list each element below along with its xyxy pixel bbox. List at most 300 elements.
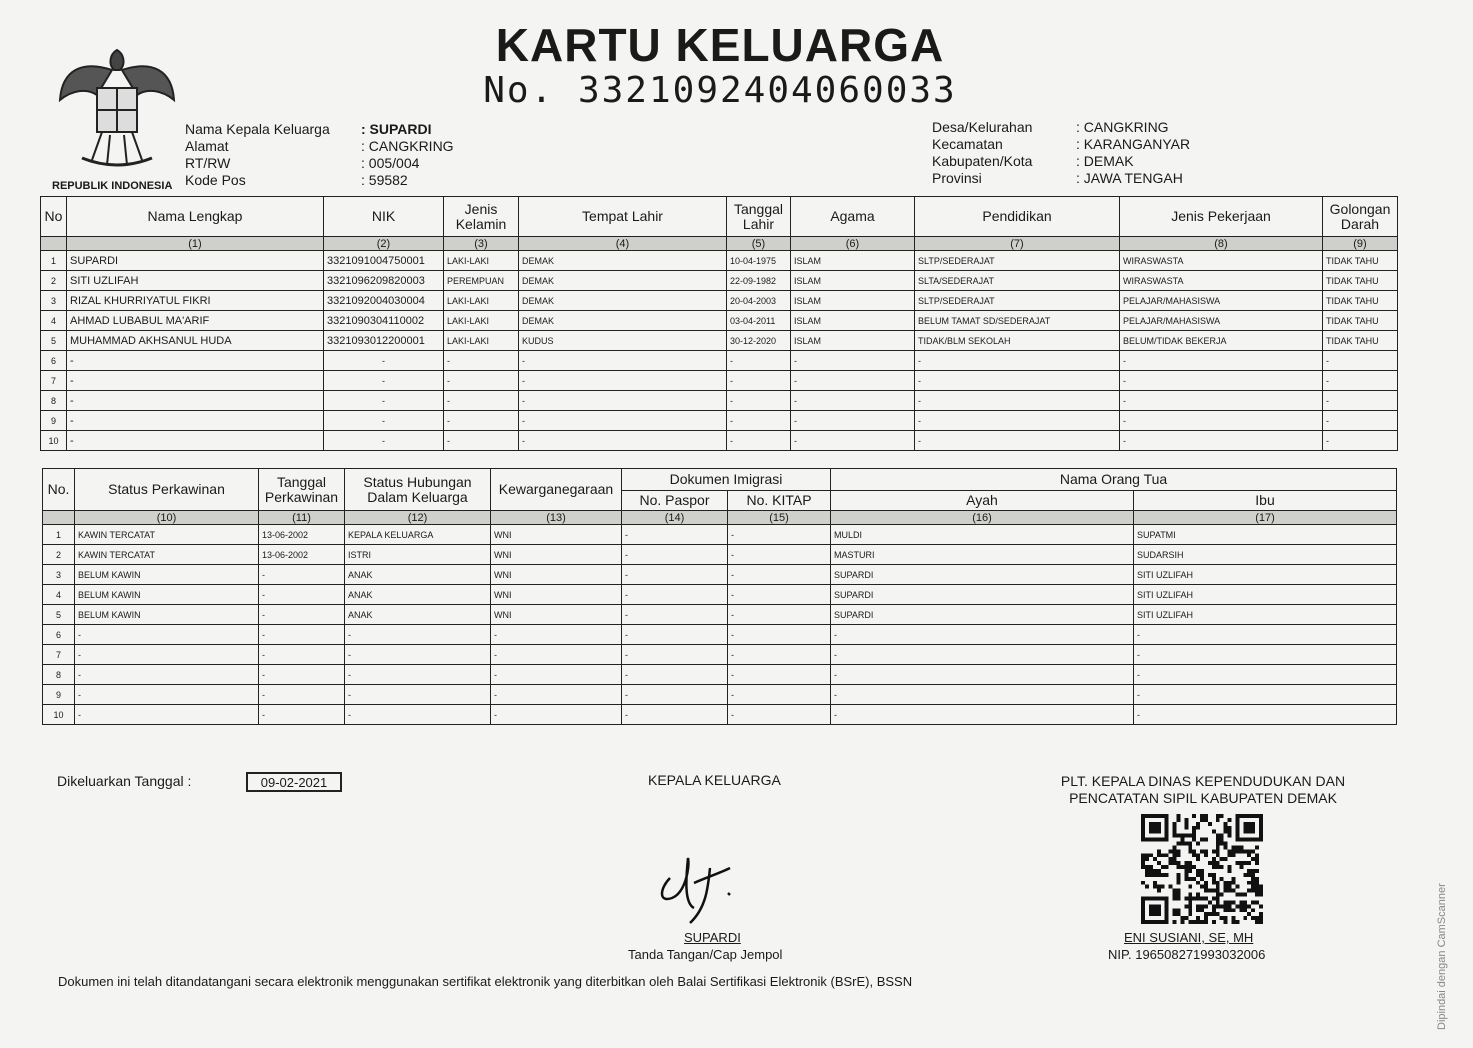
table-cell: - bbox=[67, 411, 324, 431]
table-row bbox=[43, 605, 1397, 625]
table-cell: 9 bbox=[43, 685, 75, 705]
table-cell: WNI bbox=[491, 565, 622, 585]
table-row bbox=[43, 705, 1397, 725]
header-label: Kecamatan bbox=[932, 136, 1003, 152]
table-cell: - bbox=[259, 705, 345, 725]
header-label: Desa/Kelurahan bbox=[932, 119, 1033, 135]
table-cell: 3321090304110002 bbox=[324, 311, 444, 331]
table-cell: - bbox=[67, 371, 324, 391]
header-value: : JAWA TENGAH bbox=[1076, 170, 1183, 186]
table-cell: - bbox=[75, 685, 259, 705]
table-cell: TIDAK TAHU bbox=[1323, 291, 1398, 311]
header-row bbox=[932, 153, 1190, 170]
table-cell: 7 bbox=[41, 371, 67, 391]
signature-caption: Tanda Tangan/Cap Jempol bbox=[628, 947, 783, 962]
table-cell: BELUM KAWIN bbox=[75, 605, 259, 625]
table-cell: RIZAL KHURRIYATUL FIKRI bbox=[67, 291, 324, 311]
header-paspor: No. Paspor bbox=[622, 491, 728, 511]
header-value: : 59582 bbox=[361, 172, 408, 188]
table-cell: - bbox=[1323, 391, 1398, 411]
table-number-row bbox=[41, 237, 1398, 251]
header-left bbox=[185, 121, 454, 189]
table-cell: BELUM KAWIN bbox=[75, 585, 259, 605]
column-number: (4) bbox=[519, 237, 727, 251]
document-title: KARTU KELUARGA bbox=[495, 19, 945, 71]
table-cell: LAKI-LAKI bbox=[444, 331, 519, 351]
table-cell: WNI bbox=[491, 525, 622, 545]
table-cell: - bbox=[75, 625, 259, 645]
table-header-row bbox=[43, 469, 1397, 491]
table-number-row bbox=[43, 511, 1397, 525]
table-cell: SLTP/SEDERAJAT bbox=[915, 291, 1120, 311]
table-cell: - bbox=[727, 391, 791, 411]
table-cell: - bbox=[519, 351, 727, 371]
table-cell: - bbox=[728, 645, 831, 665]
table-cell: - bbox=[831, 625, 1134, 645]
table-cell: 22-09-1982 bbox=[727, 271, 791, 291]
table-cell: - bbox=[1120, 371, 1323, 391]
table-cell: - bbox=[519, 431, 727, 451]
table-cell: - bbox=[622, 545, 728, 565]
table-cell: PELAJAR/MAHASISWA bbox=[1120, 291, 1323, 311]
table-cell: 20-04-2003 bbox=[727, 291, 791, 311]
table-cell: - bbox=[1120, 411, 1323, 431]
table-cell: - bbox=[622, 565, 728, 585]
table-cell: 1 bbox=[41, 251, 67, 271]
table-cell: 10-04-1975 bbox=[727, 251, 791, 271]
table-cell: 2 bbox=[43, 545, 75, 565]
column-number: (7) bbox=[915, 237, 1120, 251]
table-cell: - bbox=[915, 351, 1120, 371]
table-cell: DEMAK bbox=[519, 271, 727, 291]
table-cell: - bbox=[1120, 391, 1323, 411]
table-cell: 3321093012200001 bbox=[324, 331, 444, 351]
table-cell: - bbox=[345, 645, 491, 665]
table-cell: 3321092004030004 bbox=[324, 291, 444, 311]
table-cell: - bbox=[727, 351, 791, 371]
table-cell: - bbox=[915, 411, 1120, 431]
header-value: : KARANGANYAR bbox=[1076, 136, 1191, 152]
table-cell: TIDAK/BLM SEKOLAH bbox=[915, 331, 1120, 351]
table-cell: MASTURI bbox=[831, 545, 1134, 565]
table-row bbox=[43, 525, 1397, 545]
table-row bbox=[41, 251, 1398, 271]
table-cell: 30-12-2020 bbox=[727, 331, 791, 351]
column-number: (3) bbox=[444, 237, 519, 251]
table-cell: - bbox=[1323, 411, 1398, 431]
table-cell: 9 bbox=[41, 411, 67, 431]
table-cell: 8 bbox=[43, 665, 75, 685]
table-cell: 13-06-2002 bbox=[259, 545, 345, 565]
table-cell: - bbox=[491, 625, 622, 645]
header-value: : CANGKRING bbox=[361, 138, 454, 154]
table-cell: 3321096209820003 bbox=[324, 271, 444, 291]
garuda-emblem-icon bbox=[52, 40, 182, 180]
table-cell: - bbox=[67, 391, 324, 411]
column-number: (12) bbox=[345, 511, 491, 525]
table-cell: - bbox=[831, 685, 1134, 705]
table-row bbox=[41, 351, 1398, 371]
table-row bbox=[43, 645, 1397, 665]
header-label: Alamat bbox=[185, 138, 229, 154]
column-number bbox=[43, 511, 75, 525]
table-cell: - bbox=[324, 351, 444, 371]
table-header-row bbox=[41, 197, 1398, 237]
table-cell: ISTRI bbox=[345, 545, 491, 565]
table-cell: - bbox=[728, 625, 831, 645]
header-label: Kabupaten/Kota bbox=[932, 153, 1033, 169]
table-cell: - bbox=[491, 645, 622, 665]
header-value: : SUPARDI bbox=[361, 121, 432, 137]
header-value: : 005/004 bbox=[361, 155, 420, 171]
table-cell: - bbox=[444, 391, 519, 411]
header-hubungan: Status Hubungan Dalam Keluarga bbox=[345, 469, 491, 511]
column-number: (10) bbox=[75, 511, 259, 525]
official-nip: NIP. 196508271993032006 bbox=[1108, 947, 1266, 962]
table-cell: - bbox=[622, 525, 728, 545]
table-cell: - bbox=[444, 371, 519, 391]
header-ayah: Ayah bbox=[831, 491, 1134, 511]
table-cell: - bbox=[519, 391, 727, 411]
table-row bbox=[41, 431, 1398, 451]
table-cell: - bbox=[728, 585, 831, 605]
table-cell: LAKI-LAKI bbox=[444, 291, 519, 311]
table-row bbox=[43, 625, 1397, 645]
column-number: (5) bbox=[727, 237, 791, 251]
qr-code-icon bbox=[1140, 814, 1264, 924]
table-cell: 6 bbox=[43, 625, 75, 645]
table-cell: WNI bbox=[491, 545, 622, 565]
table-cell: - bbox=[324, 371, 444, 391]
column-number: (14) bbox=[622, 511, 728, 525]
table-cell: ISLAM bbox=[791, 311, 915, 331]
header-row bbox=[932, 170, 1190, 187]
table-cell: DEMAK bbox=[519, 251, 727, 271]
table-cell: KAWIN TERCATAT bbox=[75, 525, 259, 545]
table-row bbox=[43, 545, 1397, 565]
table-cell: - bbox=[915, 431, 1120, 451]
table-cell: - bbox=[622, 705, 728, 725]
table-cell: WIRASWASTA bbox=[1120, 251, 1323, 271]
table-cell: - bbox=[491, 705, 622, 725]
table-cell: - bbox=[519, 411, 727, 431]
issued-label: Dikeluarkan Tanggal : bbox=[57, 773, 192, 789]
column-number: (8) bbox=[1120, 237, 1323, 251]
column-number: (6) bbox=[791, 237, 915, 251]
table-cell: MUHAMMAD AKHSANUL HUDA bbox=[67, 331, 324, 351]
table-cell: WNI bbox=[491, 605, 622, 625]
header-cell: NIK bbox=[324, 197, 444, 237]
table-cell: - bbox=[1323, 431, 1398, 451]
table-cell: BELUM/TIDAK BEKERJA bbox=[1120, 331, 1323, 351]
table-cell: ANAK bbox=[345, 565, 491, 585]
header-label: Nama Kepala Keluarga bbox=[185, 121, 330, 137]
table-cell: - bbox=[1120, 431, 1323, 451]
table-cell: DEMAK bbox=[519, 311, 727, 331]
column-number: (17) bbox=[1134, 511, 1397, 525]
table-cell: SITI UZLIFAH bbox=[1134, 585, 1397, 605]
table-cell: - bbox=[324, 391, 444, 411]
table-cell: - bbox=[831, 665, 1134, 685]
signature-icon bbox=[650, 848, 760, 928]
table-cell: KUDUS bbox=[519, 331, 727, 351]
table-cell: - bbox=[622, 605, 728, 625]
table-cell: SUDARSIH bbox=[1134, 545, 1397, 565]
table-cell: ISLAM bbox=[791, 251, 915, 271]
electronic-signature-note: Dokumen ini telah ditandatangani secara elektronik menggunakan sertifikat elektronik yang diterbitkan oleh Balai Sertifikasi Elektronik (BSrE), BSSN bbox=[58, 974, 913, 989]
table-cell: SLTP/SEDERAJAT bbox=[915, 251, 1120, 271]
table-cell: - bbox=[1134, 645, 1397, 665]
table-cell: 8 bbox=[41, 391, 67, 411]
family-members-table bbox=[40, 196, 1398, 451]
table-cell: SUPARDI bbox=[831, 565, 1134, 585]
table-cell: - bbox=[345, 705, 491, 725]
table-cell: - bbox=[728, 605, 831, 625]
head-of-family-name: SUPARDI bbox=[684, 930, 741, 945]
header-right bbox=[932, 119, 1190, 187]
column-number: (16) bbox=[831, 511, 1134, 525]
header-cell: Golongan Darah bbox=[1323, 197, 1398, 237]
column-number: (2) bbox=[324, 237, 444, 251]
header-value: : DEMAK bbox=[1076, 153, 1134, 169]
scanner-watermark: Dipindai dengan CamScanner bbox=[1436, 883, 1448, 1030]
header-status-kawin: Status Perkawinan bbox=[75, 469, 259, 511]
table-cell: - bbox=[345, 625, 491, 645]
header-tgl-kawin: Tanggal Perkawinan bbox=[259, 469, 345, 511]
table-row bbox=[41, 331, 1398, 351]
table-cell: - bbox=[259, 645, 345, 665]
table-cell: - bbox=[791, 351, 915, 371]
table-cell: ISLAM bbox=[791, 331, 915, 351]
header-kitap: No. KITAP bbox=[728, 491, 831, 511]
table-cell: - bbox=[444, 431, 519, 451]
table-cell: - bbox=[259, 685, 345, 705]
table-row bbox=[41, 271, 1398, 291]
table-cell: 13-06-2002 bbox=[259, 525, 345, 545]
table-cell: - bbox=[324, 411, 444, 431]
table-cell: - bbox=[259, 665, 345, 685]
table-cell: - bbox=[915, 391, 1120, 411]
official-title: PLT. KEPALA DINAS KEPENDUDUKAN DAN PENCATATAN SIPIL KABUPATEN DEMAK bbox=[1060, 773, 1346, 806]
column-number: (15) bbox=[728, 511, 831, 525]
table-cell: SUPARDI bbox=[831, 585, 1134, 605]
table-cell: 10 bbox=[43, 705, 75, 725]
table-cell: - bbox=[491, 665, 622, 685]
table-cell: - bbox=[1134, 685, 1397, 705]
table-cell: - bbox=[1323, 371, 1398, 391]
table-body bbox=[43, 525, 1397, 725]
table-row bbox=[43, 665, 1397, 685]
official-name: ENI SUSIANI, SE, MH bbox=[1124, 930, 1254, 945]
table-cell: - bbox=[791, 391, 915, 411]
table-cell: 4 bbox=[41, 311, 67, 331]
table-row bbox=[41, 311, 1398, 331]
table-cell: - bbox=[831, 645, 1134, 665]
header-dokumen: Dokumen Imigrasi bbox=[622, 469, 831, 491]
family-status-table bbox=[42, 468, 1397, 725]
country-caption: REPUBLIK INDONESIA bbox=[52, 180, 173, 192]
table-cell: - bbox=[444, 351, 519, 371]
table-cell: - bbox=[728, 525, 831, 545]
column-number: (13) bbox=[491, 511, 622, 525]
header-cell: Tempat Lahir bbox=[519, 197, 727, 237]
table-cell: SITI UZLIFAH bbox=[67, 271, 324, 291]
table-cell: 5 bbox=[41, 331, 67, 351]
table-cell: - bbox=[791, 431, 915, 451]
column-number: (1) bbox=[67, 237, 324, 251]
table-cell: - bbox=[622, 625, 728, 645]
table-cell: 3 bbox=[41, 291, 67, 311]
table-cell: - bbox=[345, 665, 491, 685]
document-number: No. 3321092404060033 bbox=[483, 70, 957, 111]
table-cell: SITI UZLIFAH bbox=[1134, 605, 1397, 625]
table-cell: 03-04-2011 bbox=[727, 311, 791, 331]
table-cell: - bbox=[259, 565, 345, 585]
table-cell: - bbox=[1134, 705, 1397, 725]
table-cell: - bbox=[622, 685, 728, 705]
header-kewarganegaraan: Kewarganegaraan bbox=[491, 469, 622, 511]
table-cell: 3321091004750001 bbox=[324, 251, 444, 271]
table-cell: - bbox=[259, 605, 345, 625]
header-no: No. bbox=[43, 469, 75, 511]
table-cell: TIDAK TAHU bbox=[1323, 271, 1398, 291]
table-cell: - bbox=[728, 705, 831, 725]
table-row bbox=[41, 371, 1398, 391]
header-row bbox=[932, 136, 1190, 153]
table-cell: WNI bbox=[491, 585, 622, 605]
header-label: Kode Pos bbox=[185, 172, 246, 188]
table-cell: BELUM KAWIN bbox=[75, 565, 259, 585]
table-cell: ANAK bbox=[345, 605, 491, 625]
header-row bbox=[185, 121, 454, 138]
header-row bbox=[185, 172, 454, 189]
header-value: : CANGKRING bbox=[1076, 119, 1169, 135]
header-cell: Nama Lengkap bbox=[67, 197, 324, 237]
table-row bbox=[43, 565, 1397, 585]
table-cell: - bbox=[491, 685, 622, 705]
table-cell: - bbox=[915, 371, 1120, 391]
table-cell: SUPARDI bbox=[67, 251, 324, 271]
table-cell: - bbox=[727, 431, 791, 451]
table-cell: 4 bbox=[43, 585, 75, 605]
table-cell: 6 bbox=[41, 351, 67, 371]
table-cell: MULDI bbox=[831, 525, 1134, 545]
table-cell: - bbox=[67, 351, 324, 371]
header-orang-tua: Nama Orang Tua bbox=[831, 469, 1397, 491]
table-cell: - bbox=[324, 431, 444, 451]
issued-date: 09-02-2021 bbox=[246, 772, 342, 792]
table-cell: 1 bbox=[43, 525, 75, 545]
header-cell: Jenis Pekerjaan bbox=[1120, 197, 1323, 237]
table-cell: - bbox=[831, 705, 1134, 725]
table-cell: - bbox=[728, 565, 831, 585]
table-cell: BELUM TAMAT SD/SEDERAJAT bbox=[915, 311, 1120, 331]
header-cell: No bbox=[41, 197, 67, 237]
table-cell: - bbox=[519, 371, 727, 391]
column-number bbox=[41, 237, 67, 251]
header-label: RT/RW bbox=[185, 155, 231, 171]
table-cell: AHMAD LUBABUL MA'ARIF bbox=[67, 311, 324, 331]
table-cell: - bbox=[791, 371, 915, 391]
column-number: (11) bbox=[259, 511, 345, 525]
table-cell: - bbox=[345, 685, 491, 705]
table-cell: - bbox=[622, 585, 728, 605]
table-cell: - bbox=[444, 411, 519, 431]
table-row bbox=[41, 291, 1398, 311]
table-cell: ANAK bbox=[345, 585, 491, 605]
table-cell: SUPARDI bbox=[831, 605, 1134, 625]
table-cell: - bbox=[1323, 351, 1398, 371]
header-label: Provinsi bbox=[932, 170, 982, 186]
table-cell: PELAJAR/MAHASISWA bbox=[1120, 311, 1323, 331]
table-cell: 3 bbox=[43, 565, 75, 585]
table-cell: TIDAK TAHU bbox=[1323, 331, 1398, 351]
header-cell: Agama bbox=[791, 197, 915, 237]
table-cell: SUPATMI bbox=[1134, 525, 1397, 545]
table-cell: - bbox=[727, 411, 791, 431]
table-cell: - bbox=[728, 665, 831, 685]
header-row bbox=[932, 119, 1190, 136]
table-cell: KAWIN TERCATAT bbox=[75, 545, 259, 565]
table-cell: LAKI-LAKI bbox=[444, 251, 519, 271]
table-cell: WIRASWASTA bbox=[1120, 271, 1323, 291]
table-cell: PEREMPUAN bbox=[444, 271, 519, 291]
column-number: (9) bbox=[1323, 237, 1398, 251]
header-row bbox=[185, 155, 454, 172]
head-of-family-label: KEPALA KELUARGA bbox=[648, 772, 781, 788]
table-cell: TIDAK TAHU bbox=[1323, 251, 1398, 271]
table-cell: DEMAK bbox=[519, 291, 727, 311]
table-row bbox=[43, 685, 1397, 705]
table-cell: 10 bbox=[41, 431, 67, 451]
table-cell: ISLAM bbox=[791, 271, 915, 291]
table-body bbox=[41, 251, 1398, 451]
table-cell: - bbox=[622, 665, 728, 685]
header-row bbox=[185, 138, 454, 155]
table-cell: - bbox=[1120, 351, 1323, 371]
table-cell: - bbox=[75, 705, 259, 725]
table-row bbox=[41, 391, 1398, 411]
header-cell: Tanggal Lahir bbox=[727, 197, 791, 237]
table-cell: KEPALA KELUARGA bbox=[345, 525, 491, 545]
table-cell: - bbox=[1134, 625, 1397, 645]
table-cell: - bbox=[67, 431, 324, 451]
table-cell: - bbox=[259, 625, 345, 645]
table-cell: - bbox=[622, 645, 728, 665]
table-cell: - bbox=[259, 585, 345, 605]
table-cell: - bbox=[1134, 665, 1397, 685]
table-cell: ISLAM bbox=[791, 291, 915, 311]
table-cell: TIDAK TAHU bbox=[1323, 311, 1398, 331]
table-cell: - bbox=[75, 645, 259, 665]
table-cell: - bbox=[728, 685, 831, 705]
table-cell: 5 bbox=[43, 605, 75, 625]
header-ibu: Ibu bbox=[1134, 491, 1397, 511]
table-cell: LAKI-LAKI bbox=[444, 311, 519, 331]
table-cell: SITI UZLIFAH bbox=[1134, 565, 1397, 585]
table-cell: 2 bbox=[41, 271, 67, 291]
table-row bbox=[41, 411, 1398, 431]
table-cell: - bbox=[728, 545, 831, 565]
table-row bbox=[43, 585, 1397, 605]
table-cell: SLTA/SEDERAJAT bbox=[915, 271, 1120, 291]
table-cell: 7 bbox=[43, 645, 75, 665]
header-cell: Pendidikan bbox=[915, 197, 1120, 237]
header-cell: Jenis Kelamin bbox=[444, 197, 519, 237]
table-cell: - bbox=[727, 371, 791, 391]
table-cell: - bbox=[75, 665, 259, 685]
table-cell: - bbox=[791, 411, 915, 431]
